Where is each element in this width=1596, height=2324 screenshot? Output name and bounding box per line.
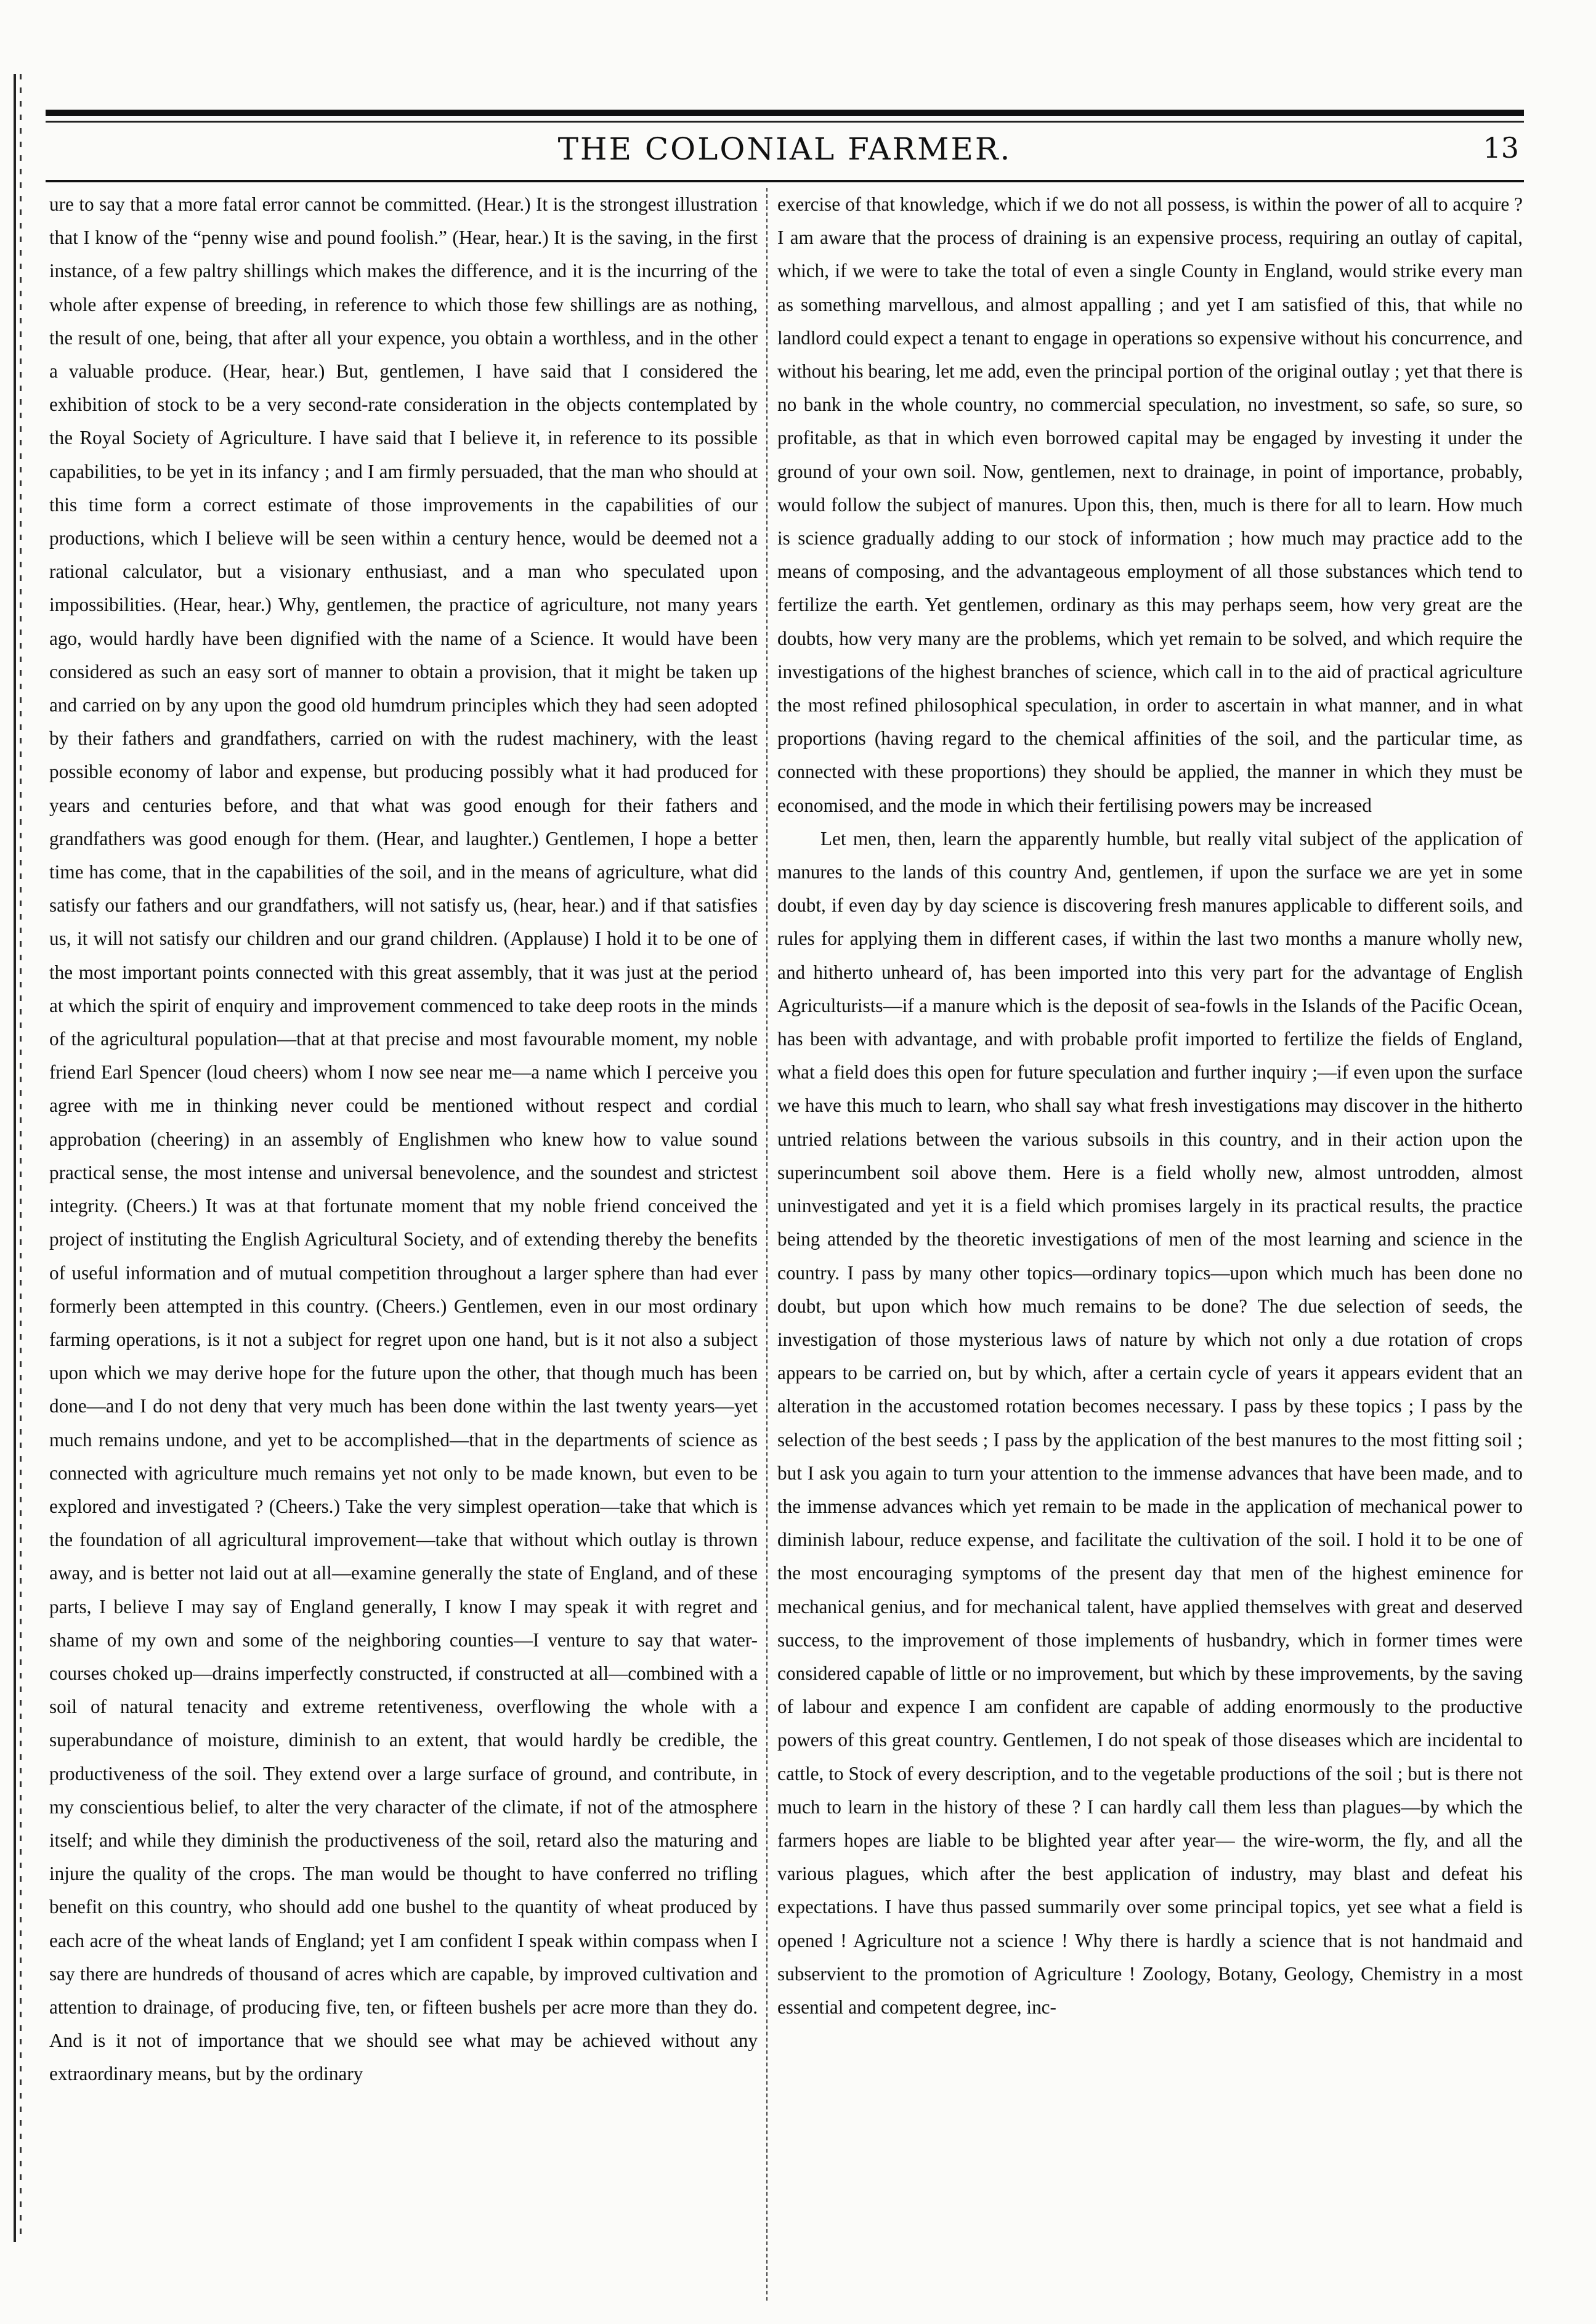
- right-column-paragraph: Let men, then, learn the apparently humble, but really vital subject of the application of manures to the lands of this country And, gentlemen, if upon the surface we are yet in some doubt, if even day by day science is discovering fresh manures applicable to different soils, and rules for applying them in different cases, if within the last two months a manure wholly new, and hitherto unheard of, has been imported into this very part for the advantage of English Agriculturists—if a manure which is the deposit of sea-fowls in the Islands of the Pacific Ocean, has been with advantage, and with probable profit imported to fertilize the fields of England, what a field does this open for future speculation and further inquiry ;—if even upon the surface we have this much to learn, who shall say what fresh investigations may discover in the hitherto untried relations between the various subsoils in this country, and in their action upon the superincumbent soil above them. Here is a field wholly new, almost untrodden, almost uninvestigated and yet it is a field which promises largely in its practical results, the practice being attended by the theoretic investigations of men of the most learning and science in the country. I pass by many other topics—ordinary topics—upon which much has been done no doubt, but upon which how much remains to be done? The due selection of seeds, the investigation of those mysterious laws of nature by which not only a due rotation of crops appears to be carried on, but by which, after a certain cycle of years it appears evident that an alteration in the accustomed rotation becomes necessary. I pass by these topics ; I pass by the selection of the best seeds ; I pass by the application of the best manures to the most fitting soil ; but I ask you again to turn your attention to the immense advances that have been made, and to the immense advances which yet remain to be made in the application of mechanical power to diminish labour, reduce expense, and facilitate the cultivation of the soil. I hold it to be one of the most encouraging symptoms of the present day that men of the highest eminence for mechanical genius, and for mechanical talent, have applied themselves with great and deserved success, to the improvement of those implements of husbandry, which in former times were considered capable of little or no improvement, but which by these improvements, by the saving of labour and expence I am confident are capable of adding enormously to the productive powers of this great country. Gentlemen, I do not speak of those diseases which are incidental to cattle, to Stock of every description, and to the vegetable productions of the soil ; but is there not much to learn in the history of these ? I can hardly call them less than plagues—by which the farmers hopes are liable to be blighted year after year— the wire-worm, the fly, and all the various plagues, which after the best application of industry, may blast and defeat his expectations. I have thus passed summarily over some principal topics, yet see what a field is opened ! Agriculture not a science ! Why there is hardly a science that is not handmaid and subservient to the promotion of Agriculture ! Zoology, Botany, Geology, Chemistry in a most essential and competent degree, inc-: [777, 827, 1523, 2018]
- binding-gutter: [14, 74, 33, 2242]
- header-rule: [46, 180, 1524, 182]
- left-column: [49, 188, 758, 2307]
- top-rule-thin: [46, 121, 1524, 123]
- page-number: 13: [1483, 131, 1519, 164]
- top-rule: [46, 110, 1524, 116]
- masthead-title: THE COLONIAL FARMER.: [557, 131, 1012, 167]
- right-column: [777, 188, 1523, 2307]
- right-column-paragraph: exercise of that knowledge, which if we do not all possess, is within the power of all to acquire ? I am aware that the process of draining is an expensive process, requiring an outlay of capital, which, if we were to take the total of even a single County in England, would strike every man as something marvellous, and almost appalling ; and yet I am satisfied of this, that while no landlord could expect a tenant to engage in operations so expensive without his concurrence, and without his bearing, let me add, even the principal portion of the original outlay ; yet that there is no bank in the whole country, no commercial speculation, no investment, so safe, so sure, so profitable, as that in which even borrowed capital may be engaged by investing it under the ground of your own soil. Now, gentlemen, next to drainage, in point of importance, probably, would follow the subject of manures. Upon this, then, much is there for all to learn. How much is science gradually adding to our stock of information ; how much may practice add to the means of composing, and the advantageous employment of all those substances which tend to fertilize the earth. Yet gentlemen, ordinary as this may perhaps seem, how very great are the doubts, how very many are the problems, which yet remain to be solved, and which require the investigations of the highest branches of science, which call in to the aid of practical agriculture the most refined philosophical speculation, in order to ascertain in what manner, and in what proportions (having regard to the chemical affinities of the soil, and the particular time, as connected with these proportions) they should be applied, the manner in which they must be economised, and the mode in which their fertilising powers may be increased: [777, 193, 1523, 816]
- column-divider: [766, 188, 768, 2301]
- page-header: [46, 126, 1524, 176]
- left-column-paragraph: ure to say that a more fatal error cannot be committed. (Hear.) It is the strongest illustration that I know of the “penny wise and pound foolish.” (Hear, hear.) It is the saving, in the first instance, of a few paltry shillings which makes the difference, and it is the incurring of the whole after expense of breeding, in reference to which those few shillings are as nothing, the result of one, being, that after all your expence, you obtain a worthless, and in the other a valuable produce. (Hear, hear.) But, gentlemen, I have said that I considered the exhibition of stock to be a very second-rate consideration in the objects contemplated by the Royal Society of Agriculture. I have said that I believe it, in reference to its possible capabilities, to be yet in its infancy ; and I am firmly persuaded, that the man who should at this time form a correct estimate of those improvements in the capabilities of our productions, which I believe will be seen within a century hence, would be deemed not a rational calculator, but a visionary enthusiast, and a man who speculated upon impossibilities. (Hear, hear.) Why, gentlemen, the practice of agriculture, not many years ago, would hardly have been dignified with the name of a Science. It would have been considered as such an easy sort of manner to obtain a provision, that it might be taken up and carried on by any upon the good old humdrum principles which they had seen adopted by their fathers and grandfathers, carried on with the rudest machinery, with the least possible economy of labor and expense, but producing possibly what it had produced for years and centuries before, and that what was good enough for their fathers and grandfathers was good enough for them. (Hear, and laughter.) Gentlemen, I hope a better time has come, that in the capabilities of the soil, and in the means of agriculture, what did satisfy our fathers and our grandfathers, will not satisfy us, (hear, hear.) and if that satisfies us, it will not satisfy our children and our grand children. (Applause) I hold it to be one of the most important points connected with this great assembly, that it was just at the period at which the spirit of enquiry and improvement commenced to take deep roots in the minds of the agricultural population—that at that precise and most favourable moment, my noble friend Earl Spencer (loud cheers) whom I now see near me—a name which I perceive you agree with me in thinking never could be mentioned without respect and cordial approbation (cheering) in an assembly of Englishmen who knew how to value sound practical sense, the most intense and universal benevolence, and the soundest and strictest integrity. (Cheers.) It was at that fortunate moment that my noble friend conceived the project of instituting the English Agricultural Society, and of extending thereby the benefits of useful information and of mutual competition throughout a larger sphere than had ever formerly been attempted in this country. (Cheers.) Gentlemen, even in our most ordinary farming operations, is it not a subject for regret upon one hand, but is it not also a subject upon which we may derive hope for the future upon the other, that though much has been done—and I do not deny that very much has been done within the last twenty years—yet much remains undone, and yet to be accomplished—that in the departments of science as connected with agriculture much remains yet not only to be made known, but even to be explored and investigated ? (Cheers.) Take the very simplest operation—take that which is the foundation of all agricultural improvement—take that without which outlay is thrown away, and is better not laid out at all—examine generally the state of England, and of these parts, I believe I may say of England generally, I know I may speak it with regret and shame of my own and some of the neighboring counties—I venture to say that water-courses choked up—drains imperfectly constructed, if constructed at all—combined with a soil of natural tenacity and extreme retentiveness, overflowing the whole with a superabundance of moisture, diminish to an extent, that would hardly be credible, the productiveness of the soil. They extend over a large surface of ground, and contribute, in my conscientious belief, to alter the very character of the climate, if not of the atmosphere itself; and while they diminish the productiveness of the soil, retard also the maturing and injure the quality of the crops. The man would be thought to have conferred no trifling benefit on this country, who should add one bushel to the quantity of wheat produced by each acre of the wheat lands of England; yet I am confident I speak within compass when I say there are hundreds of thousand of acres which are capable, by improved cultivation and attention to drainage, of producing five, ten, or fifteen bushels per acre more than they do. And is it not of importance that we should see what may be achieved without any extraordinary means, but by the ordinary: [49, 193, 758, 2085]
